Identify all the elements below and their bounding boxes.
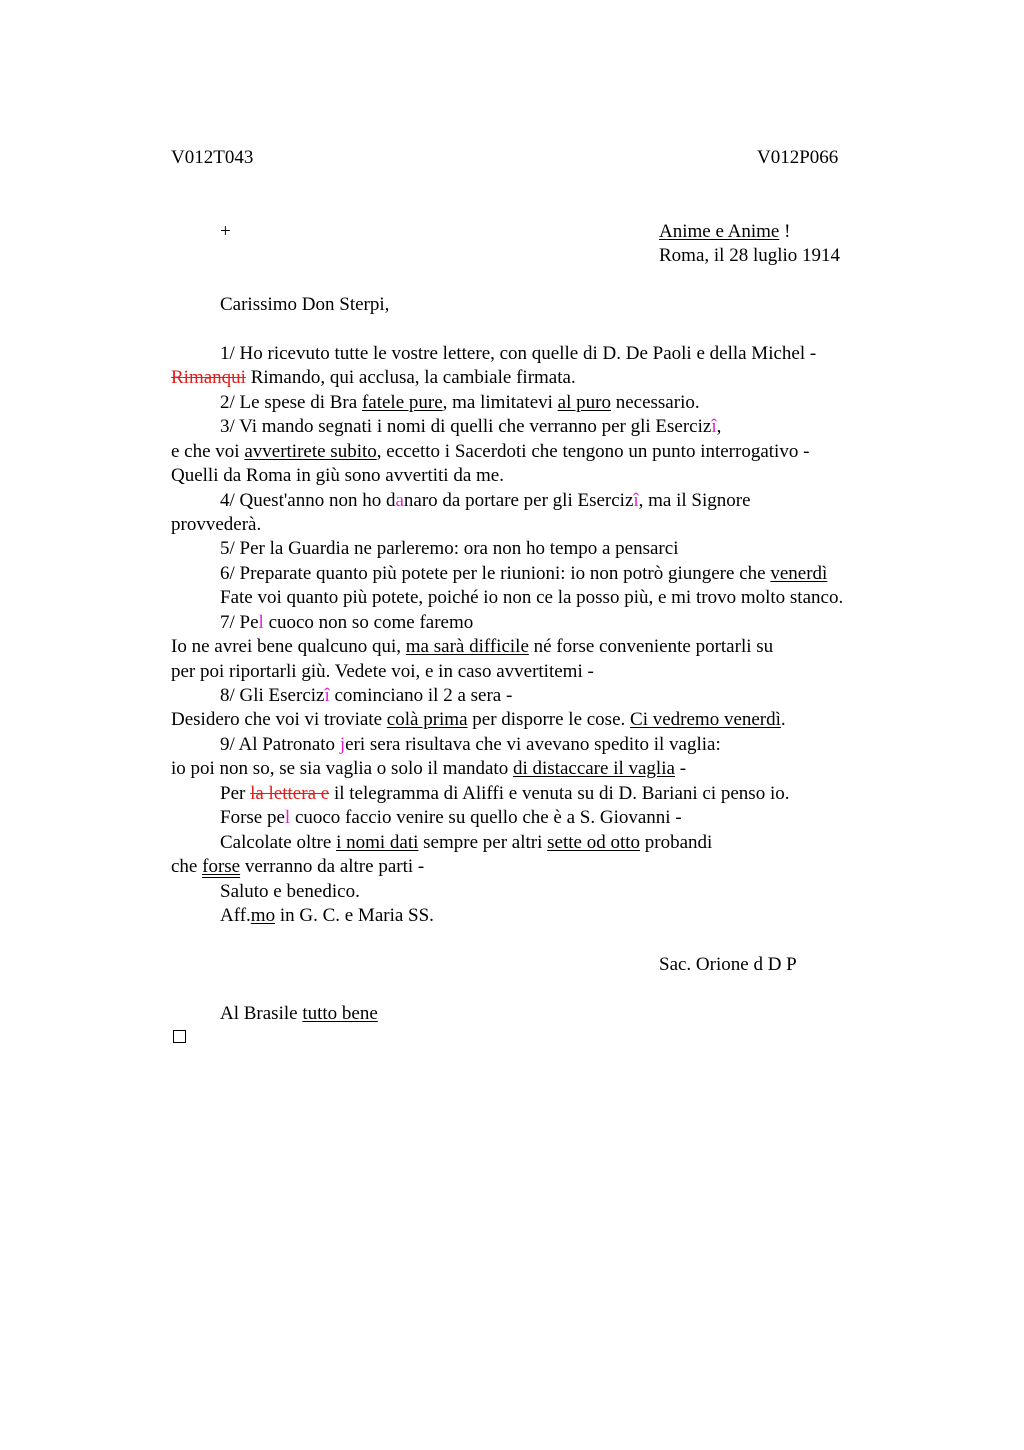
- body-line-18: [171, 757, 686, 781]
- underlined-text: mo: [250, 905, 276, 926]
- inserted-text: a: [395, 490, 404, 511]
- body-line-23: Saluto e benedico.: [220, 881, 360, 902]
- place-date: Roma, il 28 luglio 1914: [659, 245, 841, 266]
- line-text: cominciano il 2 a sera -: [329, 685, 513, 706]
- body-line-13: [171, 635, 773, 659]
- underlined-text: avvertirete subito: [244, 441, 377, 462]
- line-text: -: [674, 758, 687, 779]
- deleted-text: Rimanqui: [171, 367, 246, 388]
- body-line-4: [220, 415, 721, 439]
- body-line-6: Quelli da Roma in giù sono avvertiti da me.: [171, 465, 504, 486]
- line-text: Calcolate oltre: [220, 832, 337, 853]
- underlined-text: fatele pure: [361, 392, 443, 413]
- right-archive-code: V012P066: [757, 147, 839, 168]
- body-line-24: [220, 904, 434, 928]
- body-line-12: [220, 611, 473, 635]
- line-text: né forse conveniente portarli su: [528, 636, 774, 657]
- underlined-text: venerdì: [770, 563, 828, 584]
- inserted-text: j: [339, 734, 346, 755]
- underlined-text: colà prima: [386, 709, 468, 730]
- body-line-11: Fate voi quanto più potete, poiché io non ce la posso più, e mi trovo molto stanco.: [220, 587, 844, 608]
- underlined-text: sette od otto: [547, 832, 641, 853]
- body-line-3: [220, 391, 700, 415]
- line-text: probandi: [640, 832, 713, 853]
- signature: Sac. Orione d D P: [659, 954, 797, 975]
- body-line-8: provvederà.: [171, 514, 262, 535]
- line-text: verranno da altre parti -: [240, 856, 425, 877]
- underlined-text: Ci vedremo venerdì: [630, 709, 781, 730]
- body-line-20: [220, 806, 682, 830]
- line-text: che: [171, 856, 203, 877]
- motto-exclamation: !: [779, 221, 791, 242]
- line-text: naro da portare per gli Eserciz: [403, 490, 634, 511]
- body-line-14: per poi riportarli giù. Vedete voi, e in caso avvertitemi -: [171, 661, 594, 682]
- body-line-5: [171, 440, 809, 464]
- underlined-text: tutto bene: [302, 1003, 378, 1024]
- line-text: 3/ Vi mando segnati i nomi di quelli che verranno per gli Eserciz: [220, 416, 712, 437]
- left-archive-code: V012T043: [171, 147, 254, 168]
- line-text: Rimando, qui acclusa, la cambiale firmata.: [245, 367, 576, 388]
- line-text: il telegramma di Aliffi e venuta su di D. Bariani ci penso io.: [329, 783, 790, 804]
- underlined-text: i nomi dati: [336, 832, 419, 853]
- line-text: cuoco faccio venire su quello che è a S. Giovanni -: [290, 807, 682, 828]
- underlined-text: al puro: [557, 392, 611, 413]
- line-text: .: [780, 709, 786, 730]
- line-text: e che voi: [171, 441, 245, 462]
- body-line-17: [220, 733, 721, 757]
- inserted-text: l: [258, 612, 264, 633]
- checkbox-square-icon: [173, 1030, 186, 1043]
- body-line-19: [220, 782, 789, 806]
- line-text: per disporre le cose.: [467, 709, 631, 730]
- cross-mark: +: [220, 221, 231, 242]
- inserted-text: l: [284, 807, 291, 828]
- salutation: Carissimo Don Sterpi,: [220, 294, 390, 315]
- line-text: in G. C. e Maria SS.: [275, 905, 434, 926]
- postscript: [220, 1002, 378, 1026]
- line-text: Io ne avrei bene qualcuno qui,: [171, 636, 406, 657]
- double-underlined-text: forse: [202, 856, 241, 877]
- line-text: 7/ Pe: [220, 612, 259, 633]
- body-line-9: 5/ Per la Guardia ne parleremo: ora non ho tempo a pensarci: [220, 538, 679, 559]
- line-text: ,: [716, 416, 722, 437]
- inserted-text: î: [711, 416, 717, 437]
- line-text: , ma limitatevi: [442, 392, 558, 413]
- line-text: necessario.: [610, 392, 700, 413]
- line-text: Desidero che voi vi troviate: [171, 709, 387, 730]
- motto: [659, 220, 790, 244]
- body-line-2: [171, 366, 576, 390]
- inserted-text: î: [324, 685, 330, 706]
- line-text: Aff.: [220, 905, 251, 926]
- line-text: io poi non so, se sia vaglia o solo il mandato: [171, 758, 513, 779]
- line-text: 8/ Gli Eserciz: [220, 685, 325, 706]
- line-text: sempre per altri: [418, 832, 548, 853]
- body-line-16: [171, 708, 786, 732]
- inserted-text: î: [633, 490, 639, 511]
- body-line-7: [220, 489, 751, 513]
- line-text: Per: [220, 783, 251, 804]
- line-text: 4/ Quest'anno non ho d: [220, 490, 396, 511]
- body-line-15: [220, 684, 512, 708]
- line-text: , ma il Signore: [638, 490, 751, 511]
- line-text: 2/ Le spese di Bra: [220, 392, 362, 413]
- line-text: eri sera risultava che vi avevano spedito il vaglia:: [345, 734, 721, 755]
- line-text: 9/ Al Patronato: [220, 734, 340, 755]
- deleted-text: la lettera e: [250, 783, 330, 804]
- body-line-22: [171, 855, 424, 879]
- line-text: Al Brasile: [220, 1003, 303, 1024]
- line-text: Forse pe: [220, 807, 285, 828]
- body-line-21: [220, 831, 712, 855]
- line-text: , eccetto i Sacerdoti che tengono un punto interrogativo -: [376, 441, 810, 462]
- motto-text: Anime e Anime: [659, 221, 780, 242]
- line-text: cuoco non so come faremo: [263, 612, 474, 633]
- underlined-text: ma sarà difficile: [405, 636, 529, 657]
- body-line-10: [220, 562, 827, 586]
- line-text: 6/ Preparate quanto più potete per le riunioni: io non potrò giungere che: [220, 563, 771, 584]
- underlined-text: di distaccare il vaglia: [512, 758, 675, 779]
- body-line-1: 1/ Ho ricevuto tutte le vostre lettere, con quelle di D. De Paoli e della Michel -: [220, 343, 817, 364]
